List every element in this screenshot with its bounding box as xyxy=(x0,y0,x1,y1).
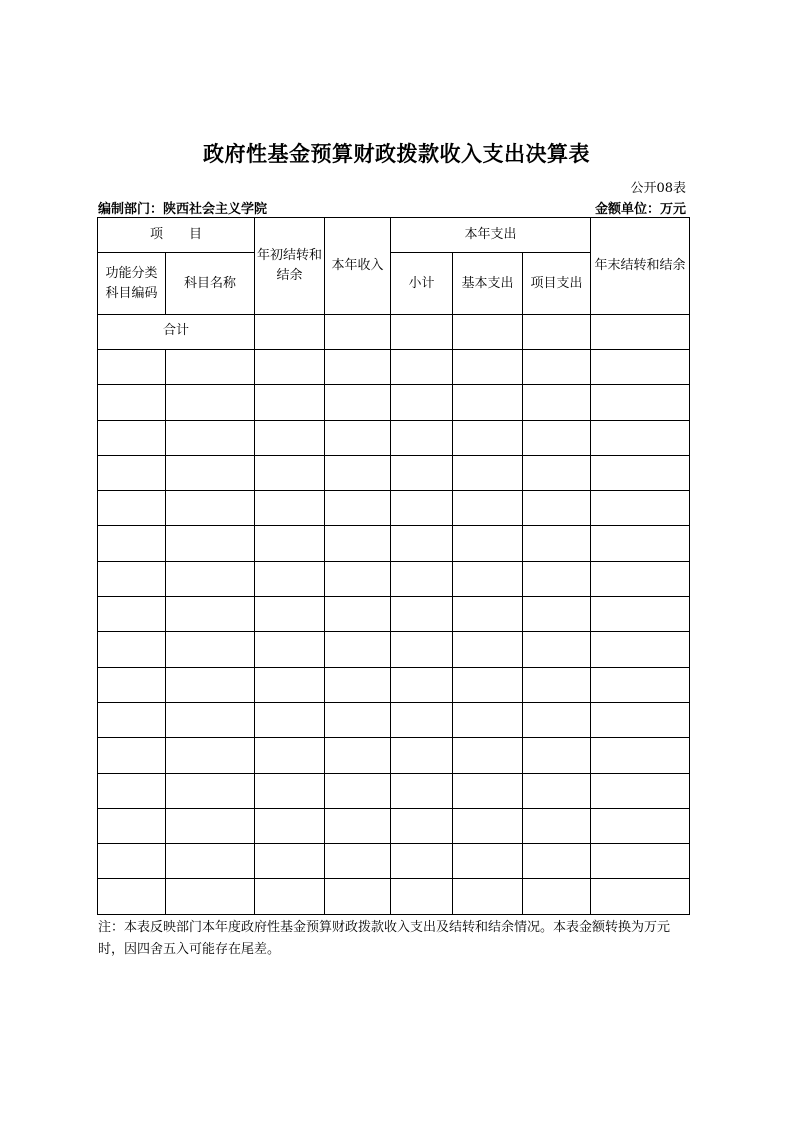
table-cell xyxy=(591,455,690,490)
header-income: 本年收入 xyxy=(325,218,391,315)
table-cell xyxy=(255,420,325,455)
table-cell xyxy=(453,385,523,420)
table-cell xyxy=(391,420,453,455)
table-cell xyxy=(391,738,453,773)
table-cell xyxy=(166,738,255,773)
table-cell xyxy=(325,702,391,737)
table-cell xyxy=(391,526,453,561)
page-title: 政府性基金预算财政拨款收入支出决算表 xyxy=(203,142,590,166)
table-cell xyxy=(453,350,523,385)
table-cell xyxy=(325,879,391,914)
table-cell xyxy=(523,420,591,455)
table-cell xyxy=(325,455,391,490)
table-cell xyxy=(453,491,523,526)
table-cell xyxy=(98,420,166,455)
table-cell xyxy=(591,808,690,843)
table-row xyxy=(98,455,690,490)
table-cell xyxy=(166,632,255,667)
table-row xyxy=(98,808,690,843)
table-cell xyxy=(98,808,166,843)
table-cell xyxy=(453,632,523,667)
table-cell xyxy=(523,667,591,702)
table-cell xyxy=(325,844,391,879)
table-cell xyxy=(391,455,453,490)
table-row xyxy=(98,773,690,808)
table-cell xyxy=(255,738,325,773)
table-cell xyxy=(325,632,391,667)
table-cell xyxy=(391,632,453,667)
table-cell xyxy=(523,455,591,490)
table-cell xyxy=(391,597,453,632)
table-cell xyxy=(391,773,453,808)
table-cell xyxy=(255,844,325,879)
table-cell xyxy=(166,526,255,561)
final-accounts-table xyxy=(97,217,690,915)
table-cell xyxy=(453,526,523,561)
table-cell xyxy=(453,844,523,879)
table-cell xyxy=(325,315,391,350)
table-cell xyxy=(255,350,325,385)
table-cell xyxy=(255,632,325,667)
table-cell xyxy=(255,455,325,490)
table-cell xyxy=(98,491,166,526)
header-project: 项目支出 xyxy=(523,253,591,315)
table-cell xyxy=(453,738,523,773)
table-cell xyxy=(453,667,523,702)
form-number: 公开08表 xyxy=(630,181,686,196)
table-cell xyxy=(453,597,523,632)
table-cell xyxy=(523,350,591,385)
table-cell xyxy=(523,597,591,632)
table-cell xyxy=(166,667,255,702)
table-cell xyxy=(523,808,591,843)
table-cell xyxy=(591,420,690,455)
table-cell xyxy=(166,420,255,455)
table-cell xyxy=(166,597,255,632)
table-cell xyxy=(166,561,255,596)
table-cell xyxy=(453,315,523,350)
table-cell xyxy=(391,350,453,385)
table-cell xyxy=(453,879,523,914)
footnote: 注：本表反映部门本年度政府性基金预算财政拨款收入支出及结转和结余情况。本表金额转换为万元时，因四舍五入可能存在尾差。 xyxy=(98,920,671,957)
table-cell xyxy=(98,455,166,490)
table-cell xyxy=(591,526,690,561)
table-cell xyxy=(255,561,325,596)
table-cell xyxy=(98,738,166,773)
table-cell xyxy=(591,597,690,632)
table-cell xyxy=(166,455,255,490)
table-row xyxy=(98,632,690,667)
table-cell xyxy=(591,667,690,702)
table-cell xyxy=(98,773,166,808)
table-cell xyxy=(453,455,523,490)
table-row xyxy=(98,561,690,596)
table-cell xyxy=(591,702,690,737)
table-row xyxy=(98,385,690,420)
table-cell xyxy=(325,420,391,455)
table-cell xyxy=(523,879,591,914)
table-cell xyxy=(255,491,325,526)
table-cell xyxy=(255,526,325,561)
header-begin-balance: 年初结转和结余 xyxy=(255,218,325,315)
table-cell xyxy=(325,773,391,808)
table-cell xyxy=(255,597,325,632)
table-cell xyxy=(591,632,690,667)
table-row xyxy=(98,667,690,702)
table-cell xyxy=(98,844,166,879)
table-cell xyxy=(325,667,391,702)
table-cell xyxy=(391,667,453,702)
department-label: 编制部门：陕西社会主义学院 xyxy=(98,202,268,217)
table-cell xyxy=(98,561,166,596)
table-cell xyxy=(98,350,166,385)
table-cell xyxy=(523,385,591,420)
header-subject-name: 科目名称 xyxy=(166,253,255,315)
table-row xyxy=(98,738,690,773)
table-cell xyxy=(98,702,166,737)
table-cell xyxy=(325,526,391,561)
table-row xyxy=(98,879,690,914)
table-cell xyxy=(255,385,325,420)
table-cell xyxy=(255,773,325,808)
table-cell xyxy=(166,702,255,737)
table-cell xyxy=(325,350,391,385)
table-cell xyxy=(453,561,523,596)
table-cell xyxy=(523,738,591,773)
table-cell xyxy=(391,561,453,596)
table-cell xyxy=(523,315,591,350)
table-cell xyxy=(255,667,325,702)
table-cell xyxy=(391,315,453,350)
table-cell xyxy=(523,526,591,561)
table-cell xyxy=(591,738,690,773)
table-cell xyxy=(523,844,591,879)
table-cell xyxy=(325,385,391,420)
table-cell xyxy=(166,491,255,526)
table-row xyxy=(98,597,690,632)
table-cell xyxy=(98,667,166,702)
table-cell xyxy=(391,808,453,843)
table-cell xyxy=(255,879,325,914)
table-cell xyxy=(523,491,591,526)
table-cell xyxy=(523,702,591,737)
table-cell xyxy=(523,773,591,808)
table-cell xyxy=(591,350,690,385)
header-subtotal: 小计 xyxy=(391,253,453,315)
table-cell xyxy=(591,315,690,350)
table-cell xyxy=(523,632,591,667)
table-row xyxy=(98,420,690,455)
table-cell xyxy=(166,879,255,914)
table-cell xyxy=(391,702,453,737)
table-row xyxy=(98,526,690,561)
table-cell xyxy=(98,385,166,420)
table-cell xyxy=(255,808,325,843)
table-cell xyxy=(591,879,690,914)
table-cell xyxy=(391,844,453,879)
table-cell xyxy=(255,315,325,350)
table-cell xyxy=(98,632,166,667)
table-row xyxy=(98,491,690,526)
header-func-code: 功能分类科目编码 xyxy=(98,253,166,315)
table-cell xyxy=(591,561,690,596)
header-item: 项 目 xyxy=(98,218,255,253)
table-row xyxy=(98,350,690,385)
table-cell xyxy=(255,702,325,737)
table-cell xyxy=(591,385,690,420)
header-expense: 本年支出 xyxy=(391,218,591,253)
table-cell xyxy=(453,702,523,737)
table-cell xyxy=(591,491,690,526)
table-cell xyxy=(166,350,255,385)
total-label: 合计 xyxy=(98,315,255,350)
table-cell xyxy=(325,738,391,773)
table-cell xyxy=(591,773,690,808)
table-cell xyxy=(325,808,391,843)
table-row xyxy=(98,702,690,737)
table-cell xyxy=(523,561,591,596)
header-end-balance: 年末结转和结余 xyxy=(591,218,690,315)
table-cell xyxy=(166,808,255,843)
table-cell xyxy=(453,773,523,808)
table-cell xyxy=(166,385,255,420)
amount-unit-label: 金额单位：万元 xyxy=(594,202,686,217)
table-cell xyxy=(453,420,523,455)
table-row xyxy=(98,844,690,879)
total-row xyxy=(98,315,690,350)
table-cell xyxy=(391,385,453,420)
table-cell xyxy=(166,844,255,879)
table-cell xyxy=(166,773,255,808)
table-cell xyxy=(453,808,523,843)
table-cell xyxy=(98,597,166,632)
table-cell xyxy=(98,526,166,561)
header-basic: 基本支出 xyxy=(453,253,523,315)
table-cell xyxy=(98,879,166,914)
blank-rows xyxy=(98,350,690,915)
table-cell xyxy=(391,879,453,914)
table-cell xyxy=(325,597,391,632)
table-cell xyxy=(591,844,690,879)
table-cell xyxy=(391,491,453,526)
table-cell xyxy=(325,491,391,526)
table-cell xyxy=(325,561,391,596)
